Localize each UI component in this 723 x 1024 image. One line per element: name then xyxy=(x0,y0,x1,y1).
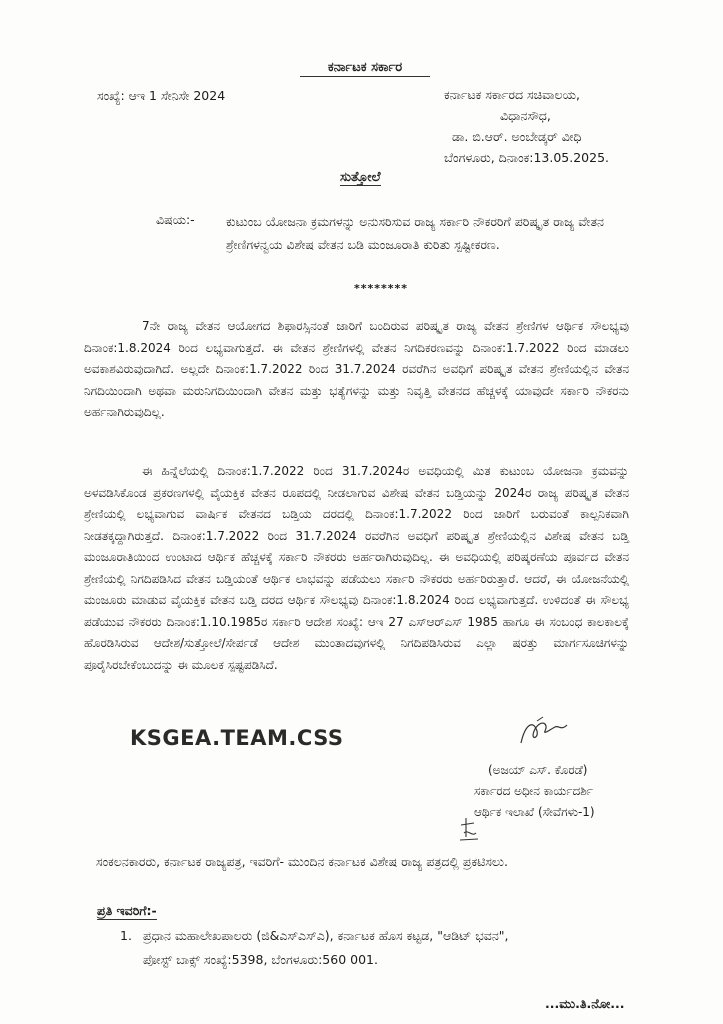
body-paragraph-2: ಈ ಹಿನ್ನೆಲೆಯಲ್ಲಿ ದಿನಾಂಕ:1.7.2022 ರಿಂದ 31.7.2024ರ ಅವಧಿಯಲ್ಲಿ ಮಿತ ಕುಟುಂಬ ಯೋಜನಾ ಕ್ರಮವನ್ನು ಅಳವಡಿಸಿಕೊಂಡ ಪ್ರಕರಣಗಳಲ್ಲಿ ವೈಯಕ್ತಿಕ ವೇತನ ರೂಪದಲ್ಲಿ ನೀಡಲಾಗುವ ವಿಶೇಷ ವೇತನ ಬಡ್ತಿಯನ್ನು 2024ರ ರಾಜ್ಯ ಪರಿಷ್ಕೃತ ವೇತನ ಶ್ರೇಣಿಯಲ್ಲಿ ಲಭ್ಯವಾಗುವ ವಾರ್ಷಿಕ ವೇತನದ ಬಡ್ತಿಯ ದರದಲ್ಲಿ ದಿನಾಂಕ:1.7.2022 ರಿಂದ ಜಾರಿಗೆ ಬರುವಂತೆ ಕಾಲ್ಪನಿಕವಾಗಿ ನೀಡತಕ್ಕದ್ದಾಗಿರುತ್ತದೆ. ದಿನಾಂಕ:1.7.2022 ರಿಂದ 31.7.2024 ರವರೆಗಿನ ಅವಧಿಗೆ ಪರಿಷ್ಕೃತ ಶ್ರೇಣಿಯಲ್ಲಿನ ವಿಶೇಷ ವೇತನ ಬಡ್ತಿ ಮಂಜೂರಾತಿಯಿಂದ ಉಂಟಾದ ಆರ್ಥಿಕ ಹೆಚ್ಚಳಕ್ಕೆ ಸರ್ಕಾರಿ ನೌಕರರು ಅರ್ಹರಾಗಿರುವುದಿಲ್ಲ. ಈ ಅವಧಿಯಲ್ಲಿ ಪರಿಷ್ಕರಣೆಯ ಪೂರ್ವದ ವೇತನ ಶ್ರೇಣಿಯಲ್ಲಿ ನಿಗದಿಪಡಿಸಿದ ವೇತನ ಬಡ್ತಿಯಂತೆ ಆರ್ಥಿಕ ಲಾಭವನ್ನು ಪಡೆಯಲು ಸರ್ಕಾರಿ ನೌಕರರು ಅರ್ಹರಿರುತ್ತಾರೆ. ಆದರೆ, ಈ ಯೋಜನೆಯಲ್ಲಿ ಮಂಜೂರು ಮಾಡುವ ವೈಯಕ್ತಿಕ ವೇತನ ಬಡ್ತಿ ದರದ ಆರ್ಥಿಕ ಸೌಲಭ್ಯವು ದಿನಾಂಕ:1.8.2024 ರಿಂದ ಲಭ್ಯವಾಗುತ್ತದೆ. ಉಳಿದಂತೆ ಈ ಸೌಲಭ್ಯ ಪಡೆಯುವ ನೌಕರರು ದಿನಾಂಕ:1.10.1985ರ ಸರ್ಕಾರಿ ಆದೇಶ ಸಂಖ್ಯೆ: ಆಇ 27 ಎಸ್‌ಆರ್‌ಎಸ್ 1985 ಹಾಗೂ ಈ ಸಂಬಂಧ ಕಾಲಕಾಲಕ್ಕೆ ಹೊರಡಿಸಿರುವ ಆದೇಶ/ಸುತ್ತೋಲೆ/ಸೇರ್ಪಡೆ ಆದೇಶ ಮುಂತಾದವುಗಳಲ್ಲಿ ನಿಗದಿಪಡಿಸಿರುವ ಎಲ್ಲಾ ಷರತ್ತು ಮಾರ್ಗಸೂಚಿಗಳನ್ನು ಪೂರೈಸಿರಬೇಕೆಂಬುದನ್ನು ಈ ಮೂಲಕ ಸ್ಪಷ್ಟಪಡಿಸಿದೆ. xyxy=(84,464,629,672)
signatory-block xyxy=(474,760,674,823)
copy-item-number: 1. xyxy=(120,928,132,943)
address-line-street: ಡಾ. ಬಿ.ಆರ್. ಅಂಬೇಡ್ಕರ್ ವೀಧಿ xyxy=(452,129,582,144)
office-address xyxy=(444,84,644,168)
signature-icon xyxy=(515,713,575,749)
signatory-department: ಆರ್ಥಿಕ ಇಲಾಖೆ (ಸೇವೆಗಳು-1) xyxy=(474,805,595,819)
initial-mark-icon xyxy=(458,815,480,843)
copy-item-line-2: ಪೋಸ್ಟ್ ಬಾಕ್ಸ್ ಸಂಖ್ಯೆ:5398, ಬೆಂಗಳೂರು:560 001. xyxy=(143,952,378,967)
address-line-vidhana-soudha: ವಿಧಾನಸೌಧ, xyxy=(500,108,551,123)
address-line-date: ಬೆಂಗಳೂರು, ದಿನಾಂಕ:13.05.2025. xyxy=(444,150,609,165)
subject-separator: ******** xyxy=(354,282,409,295)
signatory-designation: ಸರ್ಕಾರದ ಅಧೀನ ಕಾರ್ಯದರ್ಶಿ xyxy=(474,784,593,798)
subject-text: ಕುಟುಂಬ ಯೋಜನಾ ಕ್ರಮಗಳನ್ನು ಅನುಸರಿಸುವ ರಾಜ್ಯ ಸರ್ಕಾರಿ ನೌಕರರಿಗೆ ಪರಿಷ್ಕೃತ ರಾಜ್ಯ ವೇತನ ಶ್ರೇಣಿಗಳನ್ವಯ ವಿಶೇಷ ವೇತನ ಬಡಿ ಮಂಜೂರಾತಿ ಕುರಿತು ಸ್ಪಷ್ಟೀಕರಣ. xyxy=(226,214,604,252)
circular-title: ಸುತ್ತೋಲೆ xyxy=(340,170,381,185)
page-turn-note: ...ಮು.ತಿ.ನೋ... xyxy=(545,996,625,1011)
address-line-secretariat: ಕರ್ನಾಟಕ ಸರ್ಕಾರದ ಸಚಿವಾಲಯ, xyxy=(444,87,580,102)
copy-item-line-1: ಪ್ರಧಾನ ಮಹಾಲೇಖಪಾಲರು (ಜಿ&ಎಸ್‌ಎಸ್‌ಎ), ಕರ್ನಾಟಕ ಹೊಸ ಕಟ್ಟಡ, "ಆಡಿಟ್ ಭವನ", xyxy=(143,928,509,943)
publication-instruction: ಸಂಕಲನಕಾರರು, ಕರ್ನಾಟಕ ರಾಜ್ಯಪತ್ರ, ಇವರಿಗೆ- ಮುಂದಿನ ಕರ್ನಾಟಕ ವಿಶೇಷ ರಾಜ್ಯ ಪತ್ರದಲ್ಲಿ ಪ್ರಕಟಿಸಲು. xyxy=(96,854,508,869)
reference-number: ಸಂಖ್ಯೆ: ಆಇ 1 ಸೇನಿಸೇ 2024 xyxy=(97,88,226,103)
body-paragraph-1: 7ನೇ ರಾಜ್ಯ ವೇತನ ಆಯೋಗದ ಶಿಫಾರಸ್ಸಿನಂತೆ ಜಾರಿಗೆ ಬಂದಿರುವ ಪರಿಷ್ಕೃತ ರಾಜ್ಯ ವೇತನ ಶ್ರೇಣಿಗಳ ಆರ್ಥಿಕ ಸೌಲಭ್ಯವು ದಿನಾಂಕ:1.8.2024 ರಿಂದ ಲಭ್ಯವಾಗುತ್ತದೆ. ಈ ವೇತನ ಶ್ರೇಣಿಗಳಲ್ಲಿ ವೇತನ ನಿಗದಿಕರಣವನ್ನು ದಿನಾಂಕ:1.7.2022 ರಿಂದ ಮಾಡಲು ಅವಕಾಶವಿರುವುದಾಗಿದೆ. ಅಲ್ಲದೇ ದಿನಾಂಕ:1.7.2022 ರಿಂದ 31.7.2024 ರವರೆಗಿನ ಅವಧಿಗೆ ಪರಿಷ್ಕೃತ ವೇತನ ಶ್ರೇಣಿಯಲ್ಲಿನ ವೇತನ ನಿಗದಿಯಿಂದಾಗಿ ಅಥವಾ ಮರುನಿಗದಿಯಿಂದಾಗಿ ವೇತನ ಮತ್ತು ಭತ್ಯೆಗಳನ್ನು ಮತ್ತು ನಿವೃತ್ತಿ ವೇತನದ ಹೆಚ್ಚಳಕ್ಕೆ ಯಾವುದೇ ಸರ್ಕಾರಿ ನೌಕರನು ಅರ್ಹನಾಗಿರುವುದಿಲ್ಲ. xyxy=(84,319,629,419)
watermark-text: KSGEA.TEAM.CSS xyxy=(130,726,344,750)
copy-to-heading: ಪ್ರತಿ ಇವರಿಗೆ:- xyxy=(97,903,157,918)
government-title: ಕರ್ನಾಟಕ ಸರ್ಕಾರ xyxy=(300,60,430,77)
subject-label: ವಿಷಯ:- xyxy=(156,212,195,227)
signatory-name: (ಅಜಯ್ ಎಸ್. ಕೊರಡೆ) xyxy=(488,763,588,777)
